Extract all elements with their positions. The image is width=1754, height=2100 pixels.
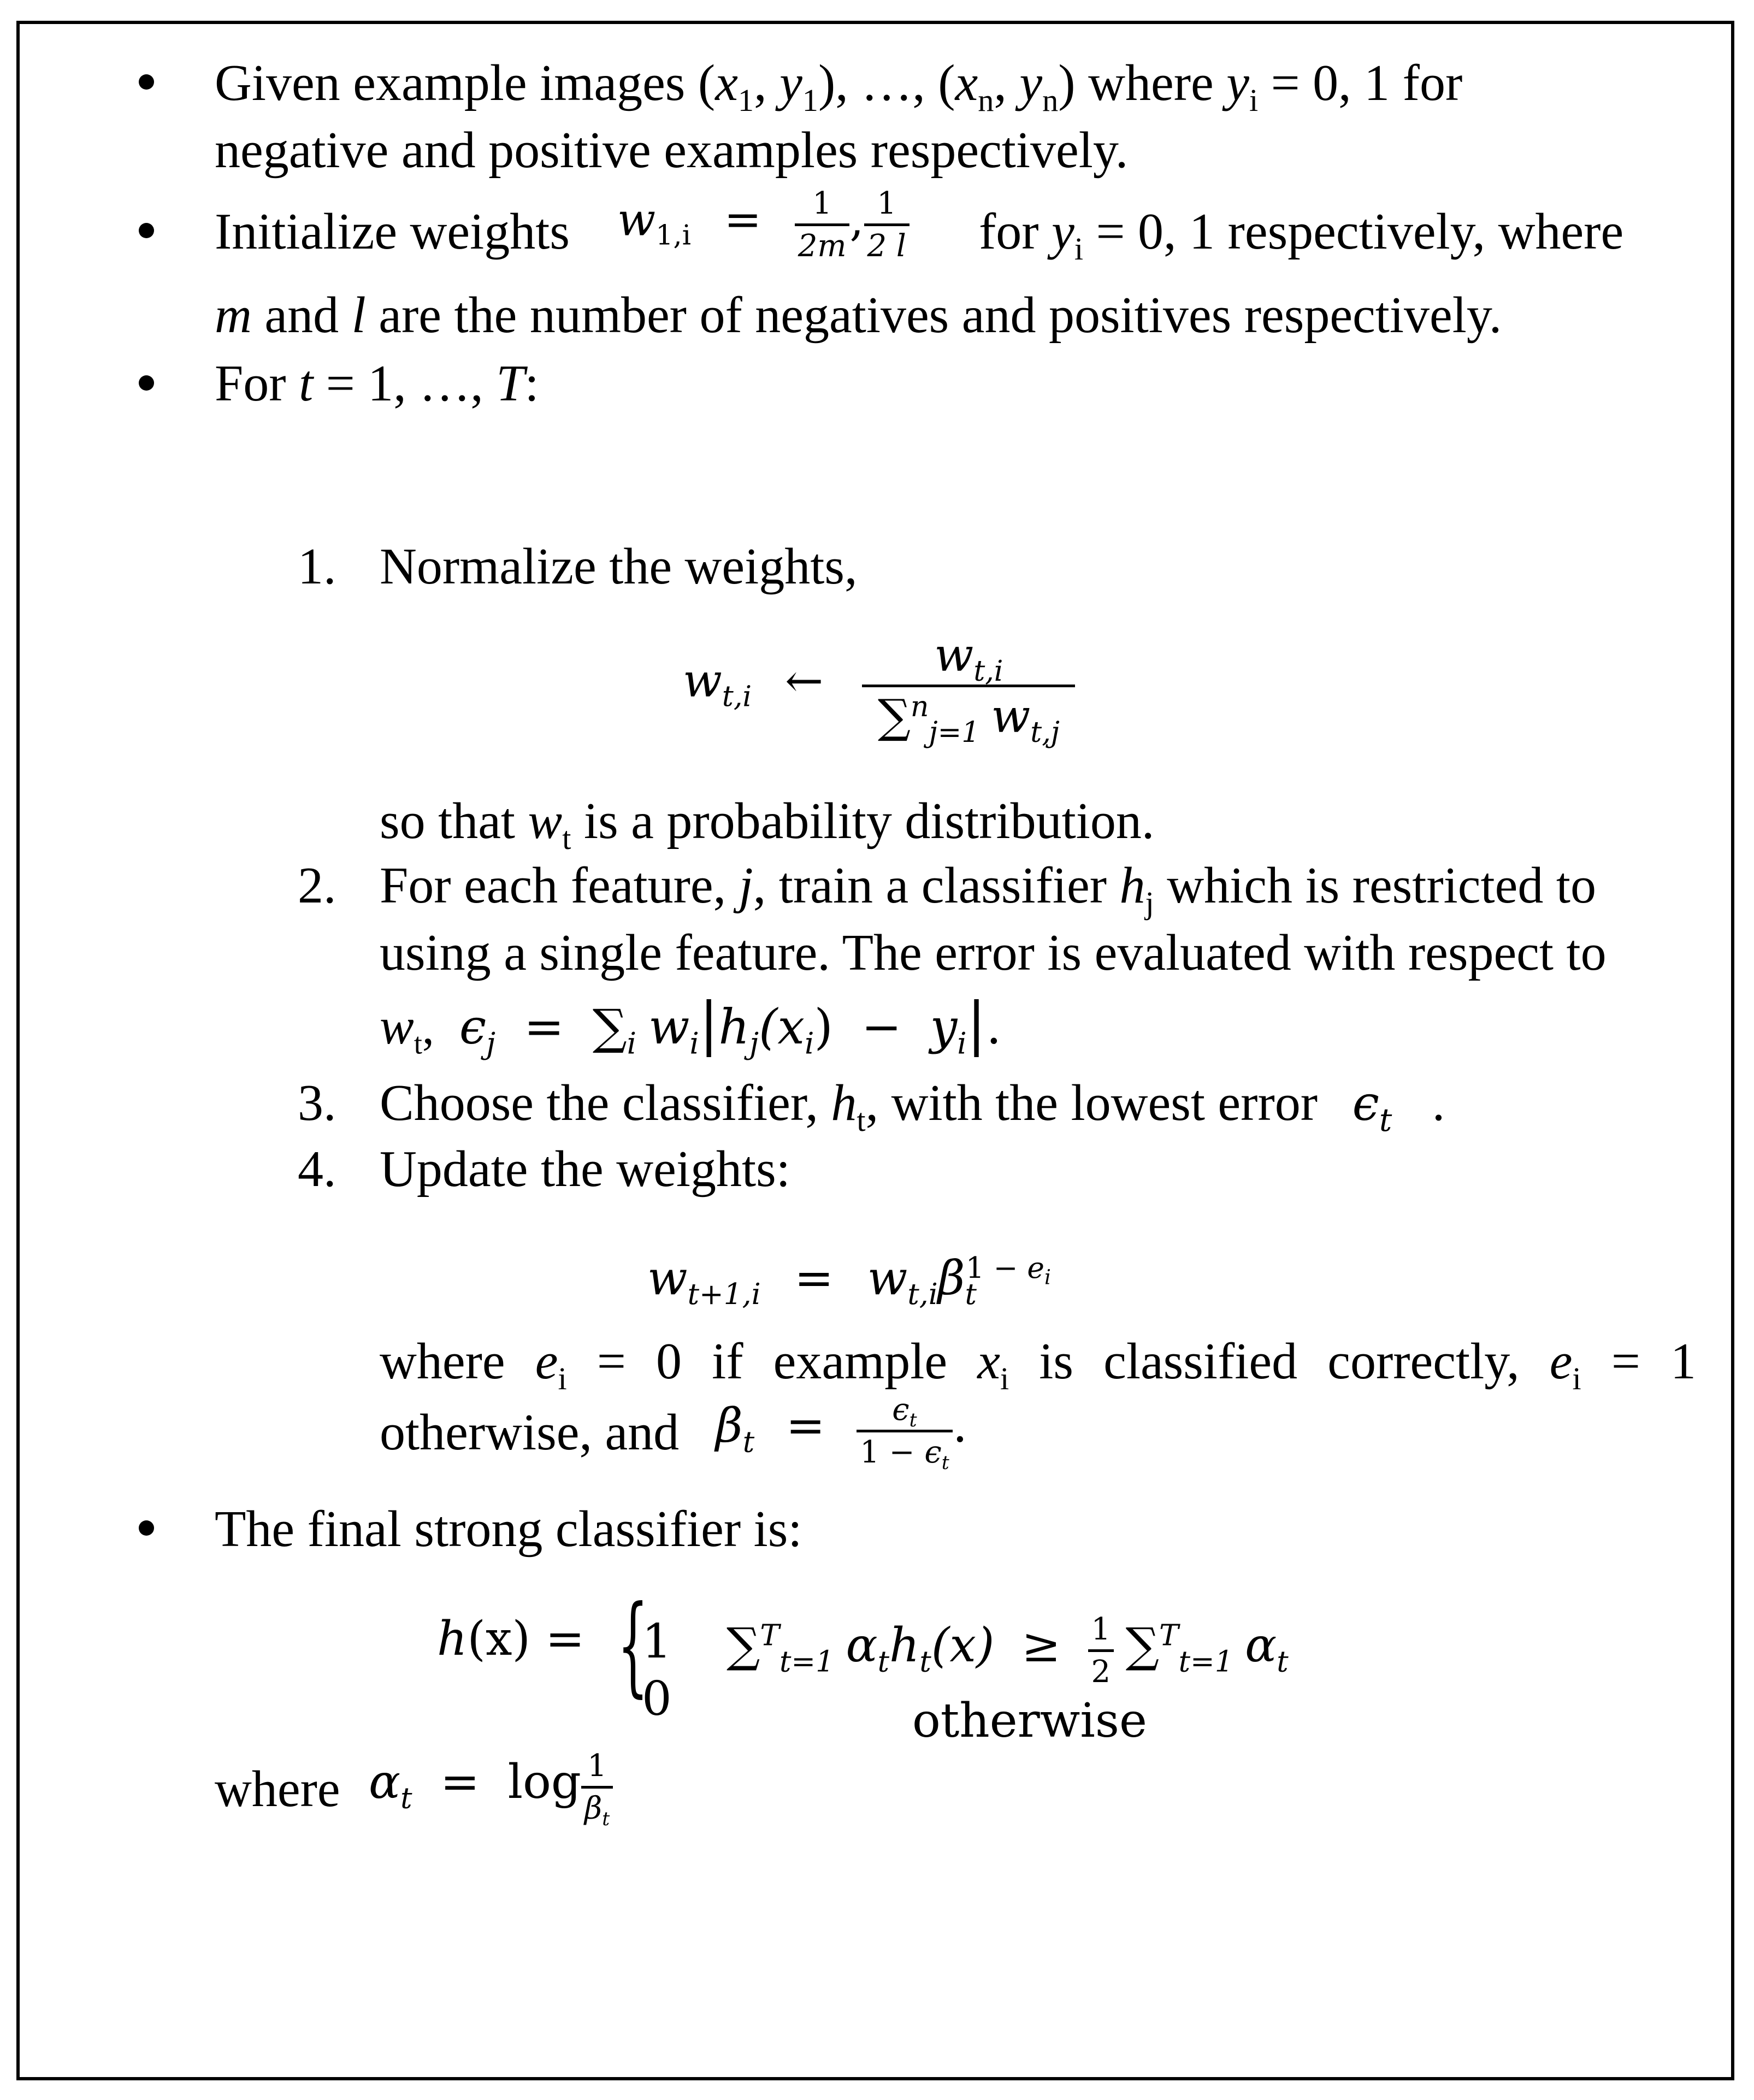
text: = 0, 1 respectively, where [1083, 203, 1624, 260]
text: is classified correctly, [1009, 1333, 1550, 1390]
numerator [862, 628, 1075, 688]
subscript: 1,i [655, 219, 691, 251]
var-m: m [215, 287, 252, 344]
text: , [994, 55, 1020, 111]
comma: , [849, 194, 864, 246]
var-h: h [889, 1618, 920, 1673]
update-formula [647, 1251, 1062, 1312]
beta: β [584, 1791, 603, 1826]
subscript: t [919, 1644, 931, 1679]
subscript: t [400, 1781, 412, 1815]
period: . [986, 999, 1002, 1055]
fraction-bar [1088, 1649, 1114, 1652]
denominator: 2m [798, 228, 847, 264]
numerator: 1 [1091, 1612, 1111, 1647]
numerator: 1 [587, 1748, 607, 1784]
var-w: w [934, 628, 974, 682]
var-w: w [991, 689, 1031, 743]
text: Given example images ( [215, 55, 716, 111]
sum-symbol: ∑ [592, 999, 627, 1055]
subscript: t=1 [1178, 1644, 1233, 1679]
case-one-condition [727, 1612, 1289, 1690]
subscript: t,j [1030, 716, 1060, 749]
bullet-2-line-2 [215, 287, 1502, 344]
numerator: 1 [812, 186, 832, 221]
var-h: h [437, 1612, 468, 1666]
subscript: t [562, 820, 571, 856]
step-3-text [380, 1075, 1445, 1139]
text: so that [380, 793, 528, 850]
bullet-1-line-2: negative and positive examples respectively. [215, 122, 1129, 179]
paren: ) [814, 999, 833, 1055]
bullet-dot [139, 223, 154, 238]
text: , train a classifier [753, 857, 1120, 914]
bullet-2-label: Initialize weights [215, 203, 570, 260]
abs-bar: | [966, 990, 987, 1057]
abs-bar: | [699, 990, 719, 1057]
step-4-where-line [380, 1333, 1696, 1396]
var-y: y [930, 999, 958, 1055]
subscript: t [1277, 1644, 1289, 1679]
epsilon: ϵ [1352, 1075, 1379, 1131]
subscript: i [1044, 1265, 1051, 1289]
left-arrow: ← [785, 653, 824, 707]
text: are the number of negatives and positives respectively. [365, 287, 1502, 344]
subscript: t [1379, 1101, 1392, 1139]
subscript: j [486, 1025, 496, 1061]
var-x: x [955, 55, 978, 111]
bullet-dot [139, 74, 154, 90]
text: = 1, …, [313, 355, 497, 412]
beta-fraction [857, 1392, 952, 1474]
var-x: x [715, 55, 738, 111]
subscript: n [978, 82, 994, 118]
subscript: t [602, 1808, 610, 1831]
period: . [1432, 1075, 1445, 1131]
subscript: i [1249, 82, 1259, 118]
subscript: 1 [802, 82, 818, 118]
step-2-line-2: using a single feature. The error is evaluated with respect to [380, 924, 1607, 981]
step-4-number: 4. [298, 1141, 336, 1198]
subscript: i [1000, 1360, 1009, 1396]
alpha: α [369, 1755, 401, 1810]
half-fraction [1088, 1612, 1114, 1690]
subscript: j [1145, 884, 1154, 921]
var-w: w [528, 793, 563, 850]
arg-x: (x [759, 999, 805, 1055]
equals-sign: = [724, 194, 762, 246]
text: ) where [1058, 55, 1227, 111]
alpha: α [846, 1618, 878, 1673]
text: = 0, 1 for [1258, 55, 1463, 111]
step-4-otherwise-line [380, 1404, 680, 1461]
subscript: 1 [737, 82, 754, 118]
subscript: i [1572, 1360, 1581, 1396]
log-fraction [581, 1748, 613, 1831]
beta: β [716, 1399, 743, 1454]
arg-x: (x) [931, 1618, 995, 1673]
alpha-formula [369, 1748, 613, 1831]
text: which is restricted to [1154, 857, 1596, 914]
alpha-where: where [215, 1761, 340, 1818]
fraction-bar [795, 223, 850, 226]
error-formula [380, 990, 1002, 1061]
numerator [857, 1392, 952, 1432]
subscript: t [742, 1425, 755, 1459]
normalize-fraction [862, 628, 1075, 749]
text: = 1 [1581, 1333, 1696, 1390]
subscript: t [857, 1102, 866, 1138]
case-zero: 0 [642, 1672, 672, 1726]
geq-sign: ≥ [1021, 1618, 1061, 1673]
beta: β [937, 1251, 965, 1306]
minus-sign: − [861, 999, 902, 1055]
subscript: t=1 [779, 1644, 834, 1679]
fraction-1-over-2m [795, 186, 850, 264]
var-w: w [617, 194, 656, 246]
bullet-dot [139, 1520, 154, 1536]
fraction-1-over-2l [864, 186, 910, 264]
equals-sign: = [524, 999, 564, 1055]
epsilon: ϵ [924, 1435, 942, 1470]
var-h: h [831, 1075, 857, 1131]
var-w: w [867, 1251, 908, 1306]
denominator [862, 689, 1075, 749]
step-1-number: 1. [298, 538, 336, 595]
fraction-bar [864, 223, 910, 226]
exponent [965, 1251, 1051, 1289]
fraction-bar [862, 685, 1075, 687]
bullet-1-line-1 [215, 55, 1463, 118]
subscript: t [909, 1409, 917, 1432]
step-2-line-1 [380, 857, 1596, 921]
step-2-number: 2. [298, 857, 336, 914]
var-t: t [299, 355, 314, 412]
var-y: y [1019, 55, 1043, 111]
var-y: y [779, 55, 802, 111]
subscript: t,i [722, 680, 752, 713]
bullet-dot [139, 375, 154, 391]
superscript: T [760, 1618, 779, 1653]
subscript: t [877, 1644, 889, 1679]
subscript: i [805, 1025, 814, 1061]
var-e: e [1549, 1333, 1573, 1390]
subscript: i [689, 1025, 699, 1061]
bullet-4-text: The final strong classifier is: [215, 1501, 802, 1558]
var-w: w [648, 999, 690, 1055]
sum-symbol: ∑ [727, 1618, 760, 1673]
step-1-text: Normalize the weights, [380, 538, 858, 595]
var-y: y [1052, 203, 1074, 260]
text: Choose the classifier, [380, 1075, 831, 1131]
denominator: 2 [1091, 1654, 1111, 1690]
denominator [581, 1791, 613, 1831]
var-e: e [535, 1333, 558, 1390]
fraction-bar [581, 1786, 613, 1789]
subscript: i [1074, 231, 1084, 267]
period: . [952, 1399, 968, 1454]
text: ), …, ( [818, 55, 955, 111]
subscript: j [749, 1025, 759, 1061]
case-one: 1 [642, 1614, 672, 1669]
var-h: h [718, 999, 750, 1055]
equals-sign: = [794, 1251, 834, 1306]
comma: , [422, 1001, 434, 1054]
subscript: i [558, 1360, 567, 1396]
superscript: T [1159, 1618, 1179, 1653]
subscript: t,i [973, 654, 1003, 688]
step-3-number: 3. [298, 1075, 336, 1131]
denominator: 2 l [867, 228, 906, 264]
normalize-formula [683, 628, 1075, 749]
subscript: t+1,i [687, 1277, 761, 1312]
var-y: y [1226, 55, 1249, 111]
sum-symbol: ∑ [877, 689, 911, 743]
numerator: 1 [877, 186, 896, 221]
text: , [754, 55, 780, 111]
subscript: t,i [907, 1277, 938, 1312]
text: is a probability distribution. [571, 793, 1155, 850]
subscript: j=1 [929, 716, 980, 749]
text: otherwise, and [380, 1404, 680, 1461]
var-x: x [977, 1333, 1000, 1390]
epsilon: ϵ [892, 1392, 910, 1427]
equals-sign: = [786, 1399, 825, 1454]
alpha: α [1245, 1618, 1277, 1673]
subscript: i [627, 1025, 637, 1061]
beta-formula [716, 1392, 968, 1474]
var-j: j [739, 857, 753, 914]
epsilon: ϵ [459, 999, 487, 1055]
bullet-3-text [215, 355, 539, 412]
denominator [857, 1435, 952, 1474]
subscript: n [1042, 82, 1059, 118]
text: For each feature, [380, 857, 739, 914]
text: and [251, 287, 352, 344]
text: 1 − [860, 1435, 925, 1470]
var-h: h [1119, 857, 1145, 914]
var-T: T [496, 355, 525, 412]
subscript: t [941, 1452, 949, 1474]
case-zero-condition: otherwise [912, 1694, 1147, 1748]
text: : [524, 355, 539, 412]
var-w: w [683, 653, 722, 707]
bullet-2-line-1-rest [979, 203, 1624, 267]
sum-symbol: ∑ [1125, 1618, 1160, 1673]
text: , with the lowest error [865, 1075, 1318, 1131]
fraction-bar [857, 1430, 952, 1432]
step-1-after [380, 793, 1155, 856]
initial-weights-formula [617, 186, 910, 264]
text: For [215, 355, 299, 412]
text: for [979, 203, 1052, 260]
var-e: e [1027, 1251, 1044, 1285]
log-operator: log [507, 1755, 581, 1810]
left-brace-icon: { [617, 1583, 649, 1709]
text: (x) = [467, 1612, 585, 1666]
step-4-text: Update the weights: [380, 1141, 790, 1198]
equals-sign: = [440, 1755, 480, 1810]
text: = 0 if example [566, 1333, 978, 1390]
subscript: t [414, 1027, 422, 1060]
var-l: l [351, 287, 366, 344]
subscript: i [957, 1025, 967, 1061]
final-classifier-formula [437, 1612, 584, 1666]
text: where [380, 1333, 535, 1390]
var-w: w [380, 998, 414, 1055]
var-w: w [647, 1251, 688, 1306]
subscript: t [965, 1277, 977, 1312]
superscript: n [910, 691, 929, 723]
text: 1 − [965, 1251, 1027, 1285]
